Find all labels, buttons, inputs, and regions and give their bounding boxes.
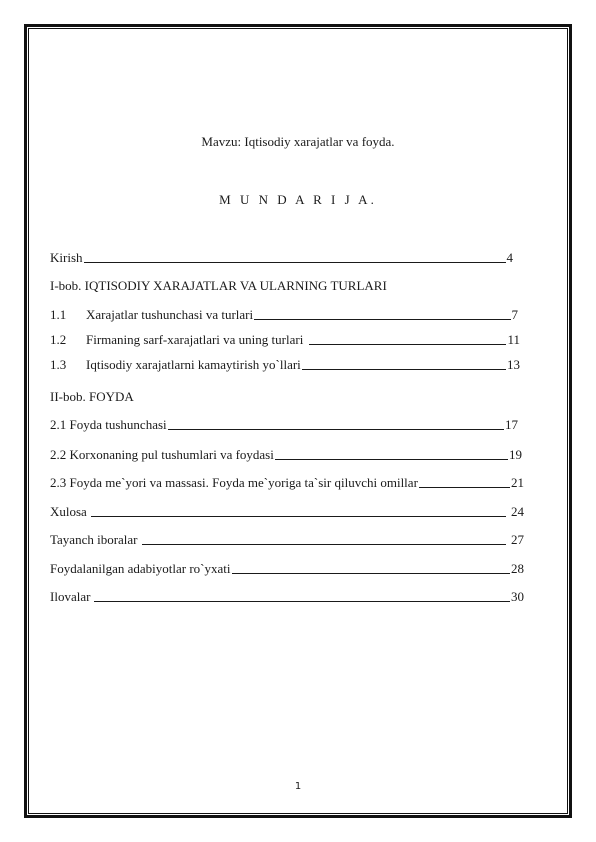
toc-entry-text: Xulosa xyxy=(50,504,87,519)
toc-leader xyxy=(309,344,506,345)
page-number: 1 xyxy=(294,781,302,792)
toc-page-number: 30 xyxy=(511,589,524,604)
toc-leader xyxy=(94,601,510,602)
toc-page-number: 7 xyxy=(511,307,518,322)
toc-page-number: 21 xyxy=(511,475,524,490)
toc-section-number: 1.2 xyxy=(50,332,67,347)
toc-entry-ilovalar[interactable] xyxy=(50,587,524,605)
toc-page-number: 27 xyxy=(511,532,524,547)
toc-entry-2-2[interactable] xyxy=(50,445,522,463)
toc-leader xyxy=(84,262,506,263)
toc-entry-text: Xarajatlar tushunchasi va turlari xyxy=(86,307,254,322)
toc-entry-text: Foydalanilgan adabiyotlar ro`yxati xyxy=(50,561,231,576)
toc-leader xyxy=(275,459,508,460)
toc-entry-text: Firmaning sarf-xarajatlari va uning turlari xyxy=(86,332,304,347)
toc-entry-adabiyotlar[interactable] xyxy=(50,559,524,577)
toc-leader xyxy=(419,487,510,488)
toc-entry-1-2[interactable] xyxy=(50,330,520,348)
toc-entry-text: 2.3 Foyda me`yori va massasi. Foyda me`yoriga ta`sir qiluvchi omillar xyxy=(50,475,418,490)
toc-page-number: 4 xyxy=(506,250,513,265)
toc-leader xyxy=(168,429,504,430)
toc-chapter-1[interactable]: I-bob. IQTISODIY XARAJATLAR VA ULARNING TURLARI xyxy=(50,278,387,293)
toc-entry-xulosa[interactable] xyxy=(50,502,524,520)
toc-section-number: 1.3 xyxy=(50,357,67,372)
toc-entry-text: 2.1 Foyda tushunchasi xyxy=(50,417,167,432)
toc-page-number: 17 xyxy=(505,417,518,432)
toc-leader xyxy=(142,544,506,545)
toc-leader xyxy=(232,573,510,574)
toc-leader xyxy=(91,516,506,517)
toc-leader xyxy=(254,319,510,320)
toc-entry-text: Tayanch iboralar xyxy=(50,532,138,547)
toc-leader xyxy=(302,369,506,370)
toc-entry-text: Iqtisodiy xarajatlarni kamaytirish yo`llari xyxy=(86,357,301,372)
toc-entry-1-1[interactable] xyxy=(50,305,518,323)
toc-section-number: 1.1 xyxy=(50,307,67,322)
toc-chapter-2[interactable]: II-bob. FOYDA xyxy=(50,389,134,404)
toc-page-number: 13 xyxy=(507,357,520,372)
toc-page-number: 28 xyxy=(511,561,524,576)
contents-heading: M U N D A R I J A. xyxy=(219,192,377,207)
toc-entry-1-3[interactable] xyxy=(50,355,520,373)
toc-page-number: 24 xyxy=(511,504,524,519)
toc-entry-tayanch[interactable] xyxy=(50,530,524,548)
toc-page-number: 11 xyxy=(507,332,520,347)
toc-entry-2-1[interactable] xyxy=(50,415,518,433)
toc-entry-text: Kirish xyxy=(50,250,83,265)
toc-entry-text: Ilovalar xyxy=(50,589,91,604)
topic-title: Mavzu: Iqtisodiy xarajatlar va foyda. xyxy=(201,134,395,149)
toc-page-number: 19 xyxy=(509,447,522,462)
toc-entry-text: 2.2 Korxonaning pul tushumlari va foydasi xyxy=(50,447,274,462)
toc-entry-kirish[interactable] xyxy=(50,248,513,266)
toc-entry-2-3[interactable] xyxy=(50,473,524,491)
